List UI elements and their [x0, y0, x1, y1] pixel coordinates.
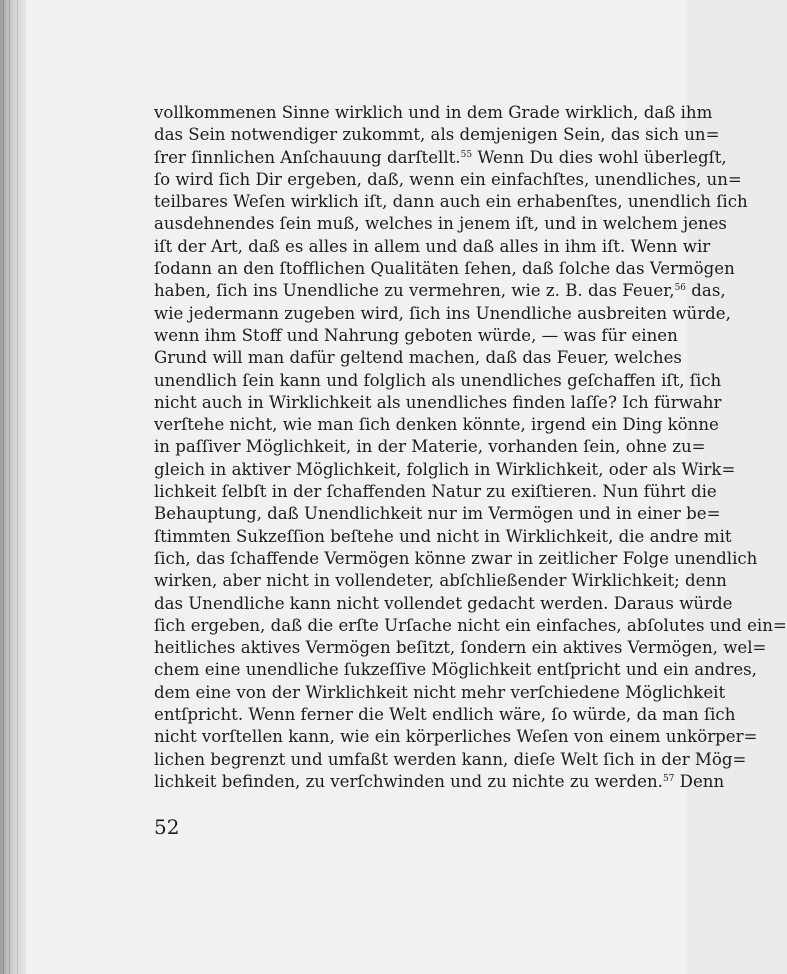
- text-line: [154, 659, 757, 681]
- text-line: [154, 258, 735, 280]
- text-line: [154, 526, 732, 548]
- text-line-content: dem eine von der Wirklichkeit nicht mehr verſchiedene Möglichkeit: [154, 682, 726, 702]
- text-line-content: in paſſiver Möglichkeit, in der Materie, vorhanden ſein, ohne zu=: [154, 437, 706, 457]
- text-line: [154, 615, 787, 637]
- text-line-content: iſt der Art, daß es alles in allem und daß alles in ihm iſt. Wenn wir: [154, 236, 711, 256]
- text-line-content: das Sein notwendiger zukommt, als demjenigen Sein, das sich un=: [154, 125, 720, 145]
- text-line-content: wirken, aber nicht in vollendeter, abſchließender Wirklichkeit; denn: [154, 571, 727, 591]
- text-line-content: gleich in aktiver Möglichkeit, folglich in Wirklichkeit, oder als Wirk=: [154, 459, 736, 479]
- text-line-content: ausdehnendes ſein muß, welches in jenem iſt, und in welchem jenes: [154, 214, 727, 234]
- text-line-content: lichkeit befinden, zu verſchwinden und zu nichte zu werden.: [154, 771, 663, 791]
- text-line: [154, 347, 682, 369]
- text-line-content: ſrer ſinnlichen Anſchauung darſtellt.: [154, 147, 461, 167]
- text-line-content: Grund will man dafür geltend machen, daß das Feuer, welches: [154, 348, 682, 368]
- text-line-content: ſodann an den ſtofflichen Qualitäten ſehen, daß ſolche das Vermögen: [154, 259, 735, 279]
- text-line-content: Behauptung, daß Unendlichkeit nur im Vermögen und in einer be=: [154, 504, 721, 524]
- text-line: [154, 392, 722, 414]
- page-number: 52: [154, 815, 180, 839]
- text-line: [154, 325, 678, 347]
- text-line: [154, 593, 733, 615]
- text-line: [154, 147, 727, 169]
- text-line-content: wenn ihm Stoff und Nahrung geboten würde, — was für einen: [154, 325, 678, 345]
- text-line-content: lichkeit ſelbſt in der ſchaffenden Natur zu exiſtieren. Nun führt die: [154, 482, 717, 502]
- text-line: [154, 503, 721, 525]
- text-line-content: nicht auch in Wirklichkeit als unendliches finden laſſe? Ich fürwahr: [154, 392, 722, 412]
- text-line: [154, 749, 747, 771]
- text-line: [154, 236, 711, 258]
- text-line: [154, 436, 706, 458]
- text-line-content: das Unendliche kann nicht vollendet gedacht werden. Daraus würde: [154, 593, 733, 613]
- binding-edge-line: [9, 0, 10, 974]
- text-line-continuation: Denn: [674, 771, 725, 791]
- text-line-content: ſich, das ſchaffende Vermögen könne zwar in zeitlicher Folge unendlich: [154, 548, 758, 568]
- text-line-content: lichen begrenzt und umfaßt werden kann, dieſe Welt ſich in der Mög=: [154, 749, 747, 769]
- text-line: [154, 548, 758, 570]
- text-line: [154, 481, 717, 503]
- text-line: [154, 414, 719, 436]
- text-line: [154, 704, 736, 726]
- text-line-content: ſtimmten Sukzeſſion beſtehe und nicht in Wirklichkeit, die andre mit: [154, 526, 732, 546]
- text-line: [154, 102, 713, 124]
- text-line-content: teilbares Weſen wirklich iſt, dann auch ein erhabenſtes, unendlich ſich: [154, 192, 748, 212]
- text-line-content: verſtehe nicht, wie man ſich denken könnte, irgend ein Ding könne: [154, 415, 719, 435]
- text-line: [154, 191, 748, 213]
- text-line-content: ſo wird ſich Dir ergeben, daß, wenn ein einfachſtes, unendliches, un=: [154, 169, 742, 189]
- text-line: [154, 370, 722, 392]
- text-line-content: entſpricht. Wenn ferner die Welt endlich wäre, ſo würde, da man ſich: [154, 705, 736, 725]
- footnote-marker: 57: [662, 773, 675, 784]
- text-line: [154, 169, 742, 191]
- text-line: [154, 771, 725, 793]
- text-line: [154, 682, 726, 704]
- text-line-continuation: das,: [686, 281, 726, 301]
- text-line: [154, 124, 720, 146]
- text-line-content: chem eine unendliche ſukzeſſive Möglichkeit entſpricht und ein andres,: [154, 660, 757, 680]
- text-line: [154, 213, 727, 235]
- body-text: [154, 102, 787, 793]
- text-line: [154, 570, 727, 592]
- text-line-content: nicht vorſtellen kann, wie ein körperliches Weſen von einem unkörper=: [154, 727, 758, 747]
- text-line: [154, 637, 767, 659]
- text-line-content: heitliches aktives Vermögen beſitzt, ſondern ein aktives Vermögen, wel=: [154, 638, 767, 658]
- binding-edge-line: [3, 0, 4, 974]
- text-line-content: haben, ſich ins Unendliche zu vermehren, wie z. B. das Feuer,: [154, 281, 675, 301]
- binding-edge-line: [17, 0, 18, 974]
- footnote-marker: 56: [674, 283, 687, 294]
- text-line-content: unendlich ſein kann und folglich als unendliches geſchaffen iſt, ſich: [154, 370, 722, 390]
- text-line: [154, 459, 736, 481]
- text-line-continuation: Wenn Du dies wohl überlegſt,: [472, 147, 727, 167]
- text-line-content: wie jedermann zugeben wird, ſich ins Unendliche ausbreiten würde,: [154, 303, 731, 323]
- text-line: [154, 280, 726, 302]
- text-line-content: vollkommenen Sinne wirklich und in dem Grade wirklich, daß ihm: [154, 103, 713, 122]
- text-line-content: ſich ergeben, daß die erſte Urſache nicht ein einfaches, abſolutes und ein=: [154, 615, 787, 635]
- footnote-marker: 55: [460, 149, 473, 160]
- text-line: [154, 726, 758, 748]
- text-line: [154, 303, 731, 325]
- book-spine-shadow: [0, 0, 26, 974]
